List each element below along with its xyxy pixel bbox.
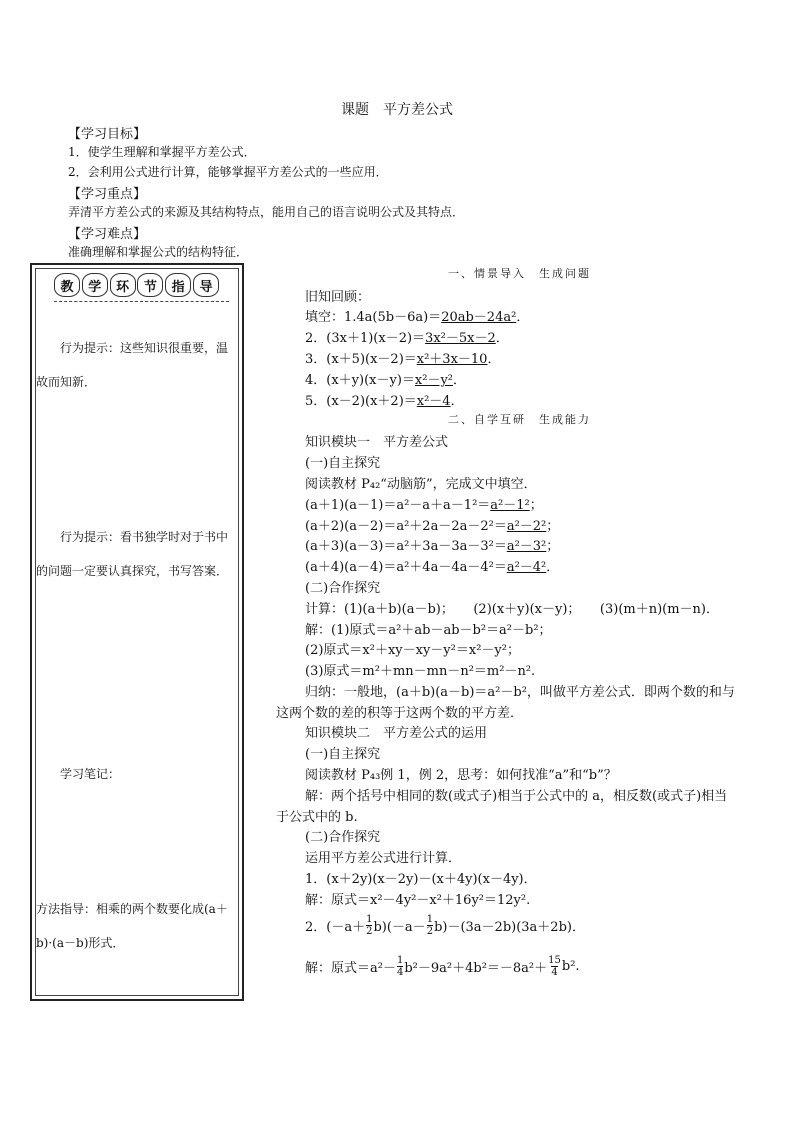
goal-item: 2．会利用公式进行计算，能够掌握平方差公式的一些应用． [68,165,388,179]
task-line: 运用平方差公式进行计算． [305,851,462,866]
problem-1-solution: 解：原式＝x²－4y²－x²＋16y²＝12y². [305,893,531,908]
banner-char: 学 [82,273,108,297]
calc-task: 计算：(1)(a＋b)(a－b)； (2)(x＋y)(x－y)； (3)(m＋n)(m－n)． [305,602,720,617]
focus-text: 弄清平方差公式的来源及其结构特点，能用自己的语言说明公式及其特点． [68,205,465,219]
answer-line: 于公式中的 b. [276,810,358,825]
banner-char: 环 [110,273,136,297]
subsection-label: (二)合作探究 [305,830,381,845]
guidance-sidebar [30,263,244,1001]
banner-char: 指 [165,273,191,297]
banner-char: 节 [137,273,163,297]
review-item: 2．(3x＋1)(x－2)＝3x²－5x－2． [305,331,509,346]
section2-heading: 二、自学互研 生成能力 [448,413,591,426]
reading-task: 阅读教材 P₄₂“动脑筋”，完成文中填空． [305,477,537,492]
summary-line: 归纳：一般地，(a＋b)(a－b)＝a²－b²，叫做平方差公式．即两个数的和与 [305,685,735,700]
reading-task: 阅读教材 P₄₃例 1，例 2，思考：如何找准“a”和“b”？ [305,768,617,783]
review-item: 3．(x＋5)(x－2)＝x²＋3x－10． [305,352,501,367]
review-label: 旧知回顾： [305,290,371,305]
goal-item: 1．使学生理解和掌握平方差公式． [68,145,256,159]
summary-line: 这两个数的差的积等于这两个数的平方差． [276,706,524,721]
section1-heading: 一、情景导入 生成问题 [448,267,591,280]
banner-char: 导 [193,273,219,297]
fill-line: (a＋3)(a－3)＝a²＋3a－3a－3²＝a²－3²； [305,539,560,554]
page-title: 课题 平方差公式 [341,102,453,118]
answer-line: 解：两个括号中相同的数(或式子)相当于公式中的 a，相反数(或式子)相当 [305,789,728,804]
module1-title: 知识模块一 平方差公式 [305,435,449,450]
banner-divider [54,301,229,302]
sidebar-tip-review: 行为提示：这些知识很重要，温故而知新． [36,341,229,389]
sidebar-banner [54,273,219,297]
solution-line: 解：(1)原式＝a²＋ab－ab－b²＝a²－b²； [305,623,552,638]
review-item: 填空：1.4a(5b－6a)＝20ab－24a²． [305,310,530,325]
fill-line: (a＋4)(a－4)＝a²＋4a－4a－4²＝a²－4²． [305,560,560,575]
subsection-label: (一)自主探究 [305,456,381,471]
problem-2: 2．(－a＋ 1 2 b)(－a－ 1 2 b)－(3a－2b)(3a＋2b)． [305,914,585,937]
sidebar-notes: 学习笔记： [60,767,121,781]
banner-char: 教 [54,273,80,297]
sidebar-tip-reading: 行为提示：看书独学时对于书中的问题一定要认真探究，书写答案． [36,530,229,578]
problem-1: 1．(x＋2y)(x－2y)－(x＋4y)(x－4y)． [305,872,537,887]
sidebar-method: 方法指导：相乘的两个数要化成(a＋b)·(a－b)形式． [36,902,228,950]
fill-line: (a＋2)(a－2)＝a²＋2a－2a－2²＝a²－2²； [305,519,560,534]
subsection-label: (二)合作探究 [305,581,381,596]
module2-title: 知识模块二 平方差公式的运用 [305,726,488,741]
focus-header: 【学习重点】 [68,187,147,202]
difficulty-text: 准确理解和掌握公式的结构特征． [68,245,249,259]
fill-line: (a＋1)(a－1)＝a²－a＋a－1²＝a²－1²； [305,498,543,513]
review-item: 4．(x＋y)(x－y)＝x²－y²． [305,373,467,388]
review-item: 5．(x－2)(x＋2)＝x²－4． [305,394,464,409]
subsection-label: (一)自主探究 [305,747,381,762]
problem-2-solution: 解：原式＝a²－ 1 4 b²－9a²＋4b²＝－8a²＋ 15 4 b². [305,955,580,978]
goals-header: 【学习目标】 [68,127,147,142]
difficulty-header: 【学习难点】 [68,227,147,242]
solution-line: (3)原式＝m²＋mn－mn－n²＝m²－n². [305,664,536,679]
solution-line: (2)原式＝x²＋xy－xy－y²＝x²－y²； [305,643,520,658]
